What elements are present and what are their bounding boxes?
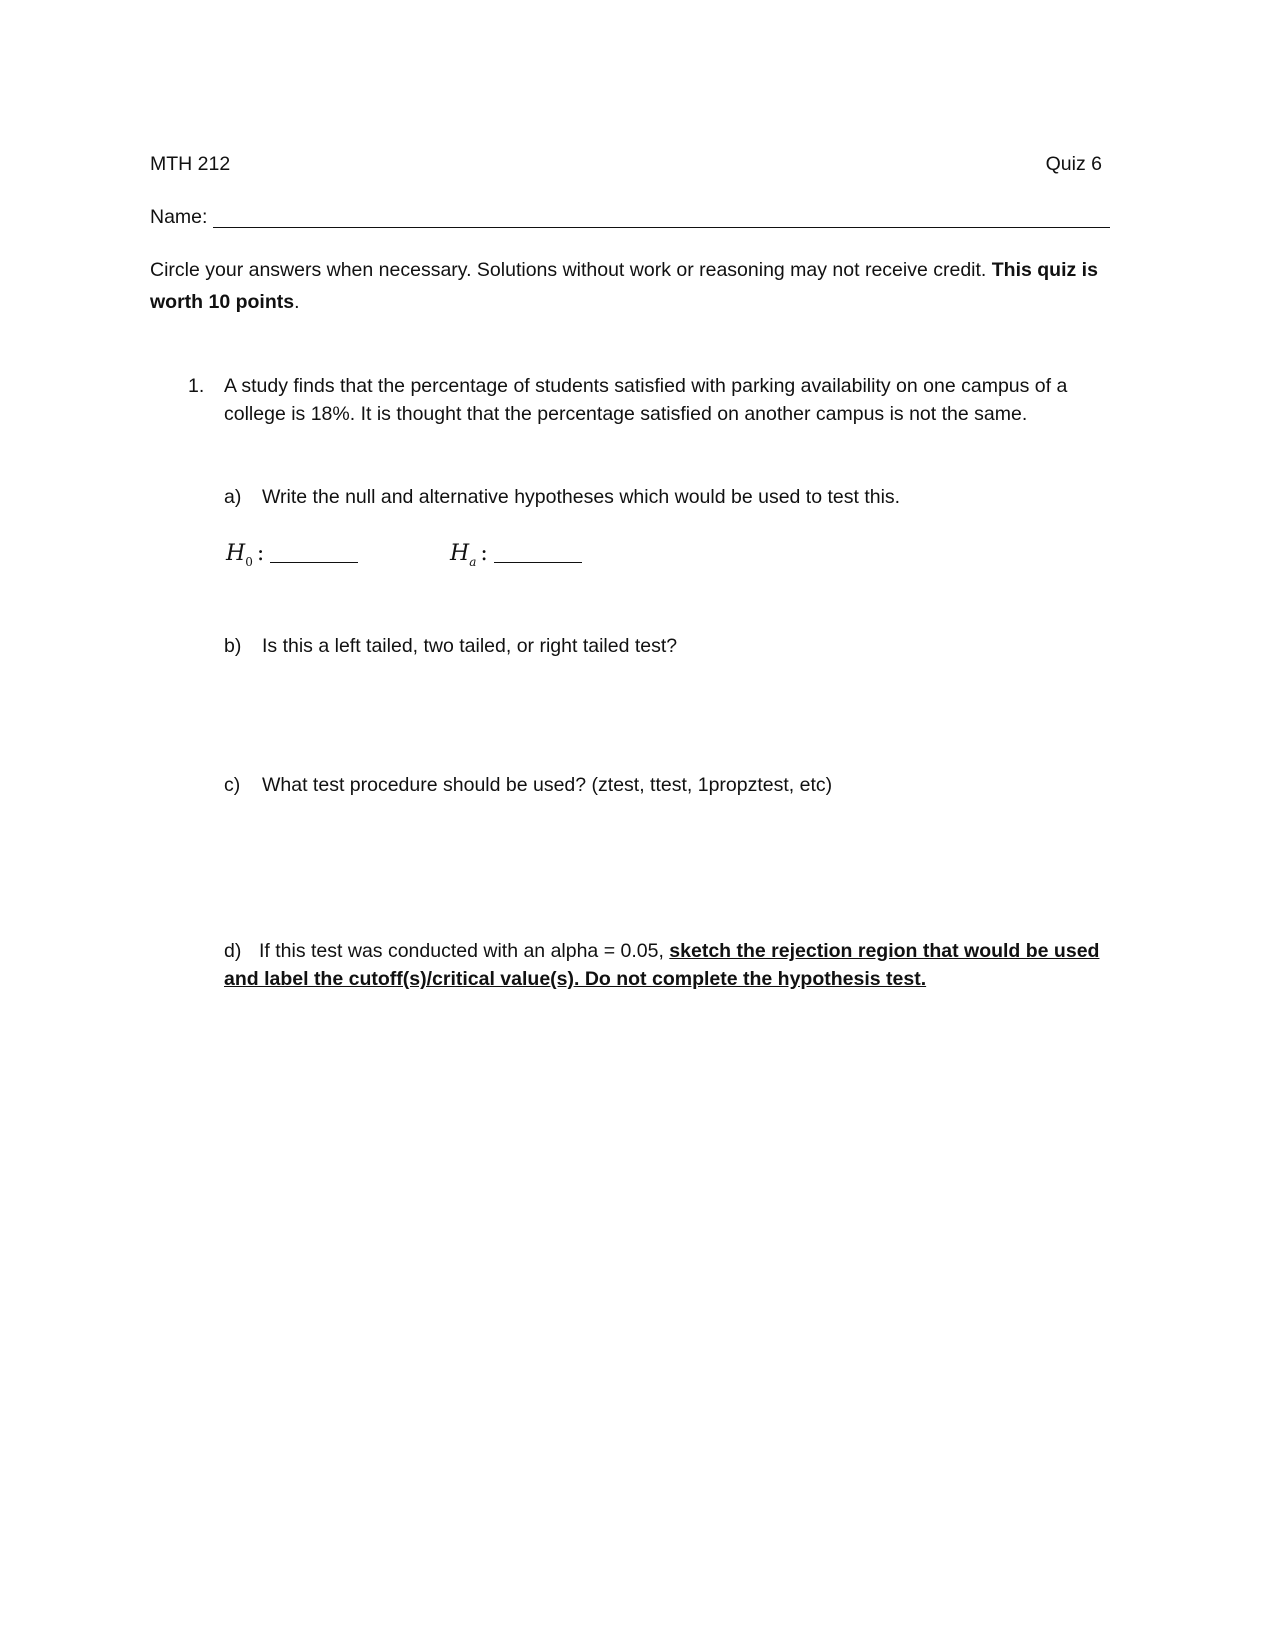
alt-symbol: H xyxy=(450,541,470,566)
part-c xyxy=(224,771,832,799)
part-d-text: If this test was conducted with an alpha = 0.05, xyxy=(259,940,664,962)
instructions-text: Circle your answers when necessary. Solutions without work or reasoning may not receive credit. xyxy=(150,259,987,281)
null-subscript: 0 xyxy=(245,555,253,569)
alt-hypothesis-blank[interactable] xyxy=(494,561,582,563)
alt-subscript: a xyxy=(469,555,477,569)
part-d-emphasis: sketch the rejection region that would be used and label the cutoff(s)/critical value(s). Do not complete the hypothesis test. xyxy=(224,940,1100,990)
instructions-points: This quiz is worth 10 points xyxy=(150,259,1098,313)
part-c-text: What test procedure should be used? (ztest, ttest, 1propztest, etc) xyxy=(262,774,833,796)
part-a xyxy=(224,483,900,511)
alternative-hypothesis xyxy=(450,538,582,571)
name-blank-line[interactable] xyxy=(213,227,1110,228)
part-c-letter: c) xyxy=(224,774,241,796)
instructions-end: . xyxy=(294,291,300,313)
part-b-letter: b) xyxy=(224,635,242,657)
question-number: 1. xyxy=(188,375,205,397)
question-text: A study finds that the percentage of students satisfied with parking availability on one campus of a college is 18%. It is thought that the percentage satisfied on another campus is not the same. xyxy=(224,375,1068,425)
part-a-text: Write the null and alternative hypotheses which would be used to test this. xyxy=(262,486,901,508)
null-colon: : xyxy=(256,541,265,566)
part-d xyxy=(224,937,1104,993)
name-field-row xyxy=(150,203,1110,233)
name-label: Name: xyxy=(150,206,208,228)
null-hypothesis xyxy=(226,538,358,571)
instructions xyxy=(150,254,1110,318)
alt-colon: : xyxy=(480,541,488,566)
header xyxy=(150,150,1102,180)
course-code: MTH 212 xyxy=(150,153,231,175)
part-b xyxy=(224,632,677,660)
quiz-title: Quiz 6 xyxy=(1045,153,1102,175)
part-a-letter: a) xyxy=(224,486,242,508)
part-d-letter: d) xyxy=(224,940,242,962)
null-hypothesis-blank[interactable] xyxy=(270,561,358,563)
null-symbol: H xyxy=(226,541,246,566)
part-b-text: Is this a left tailed, two tailed, or right tailed test? xyxy=(262,635,678,657)
